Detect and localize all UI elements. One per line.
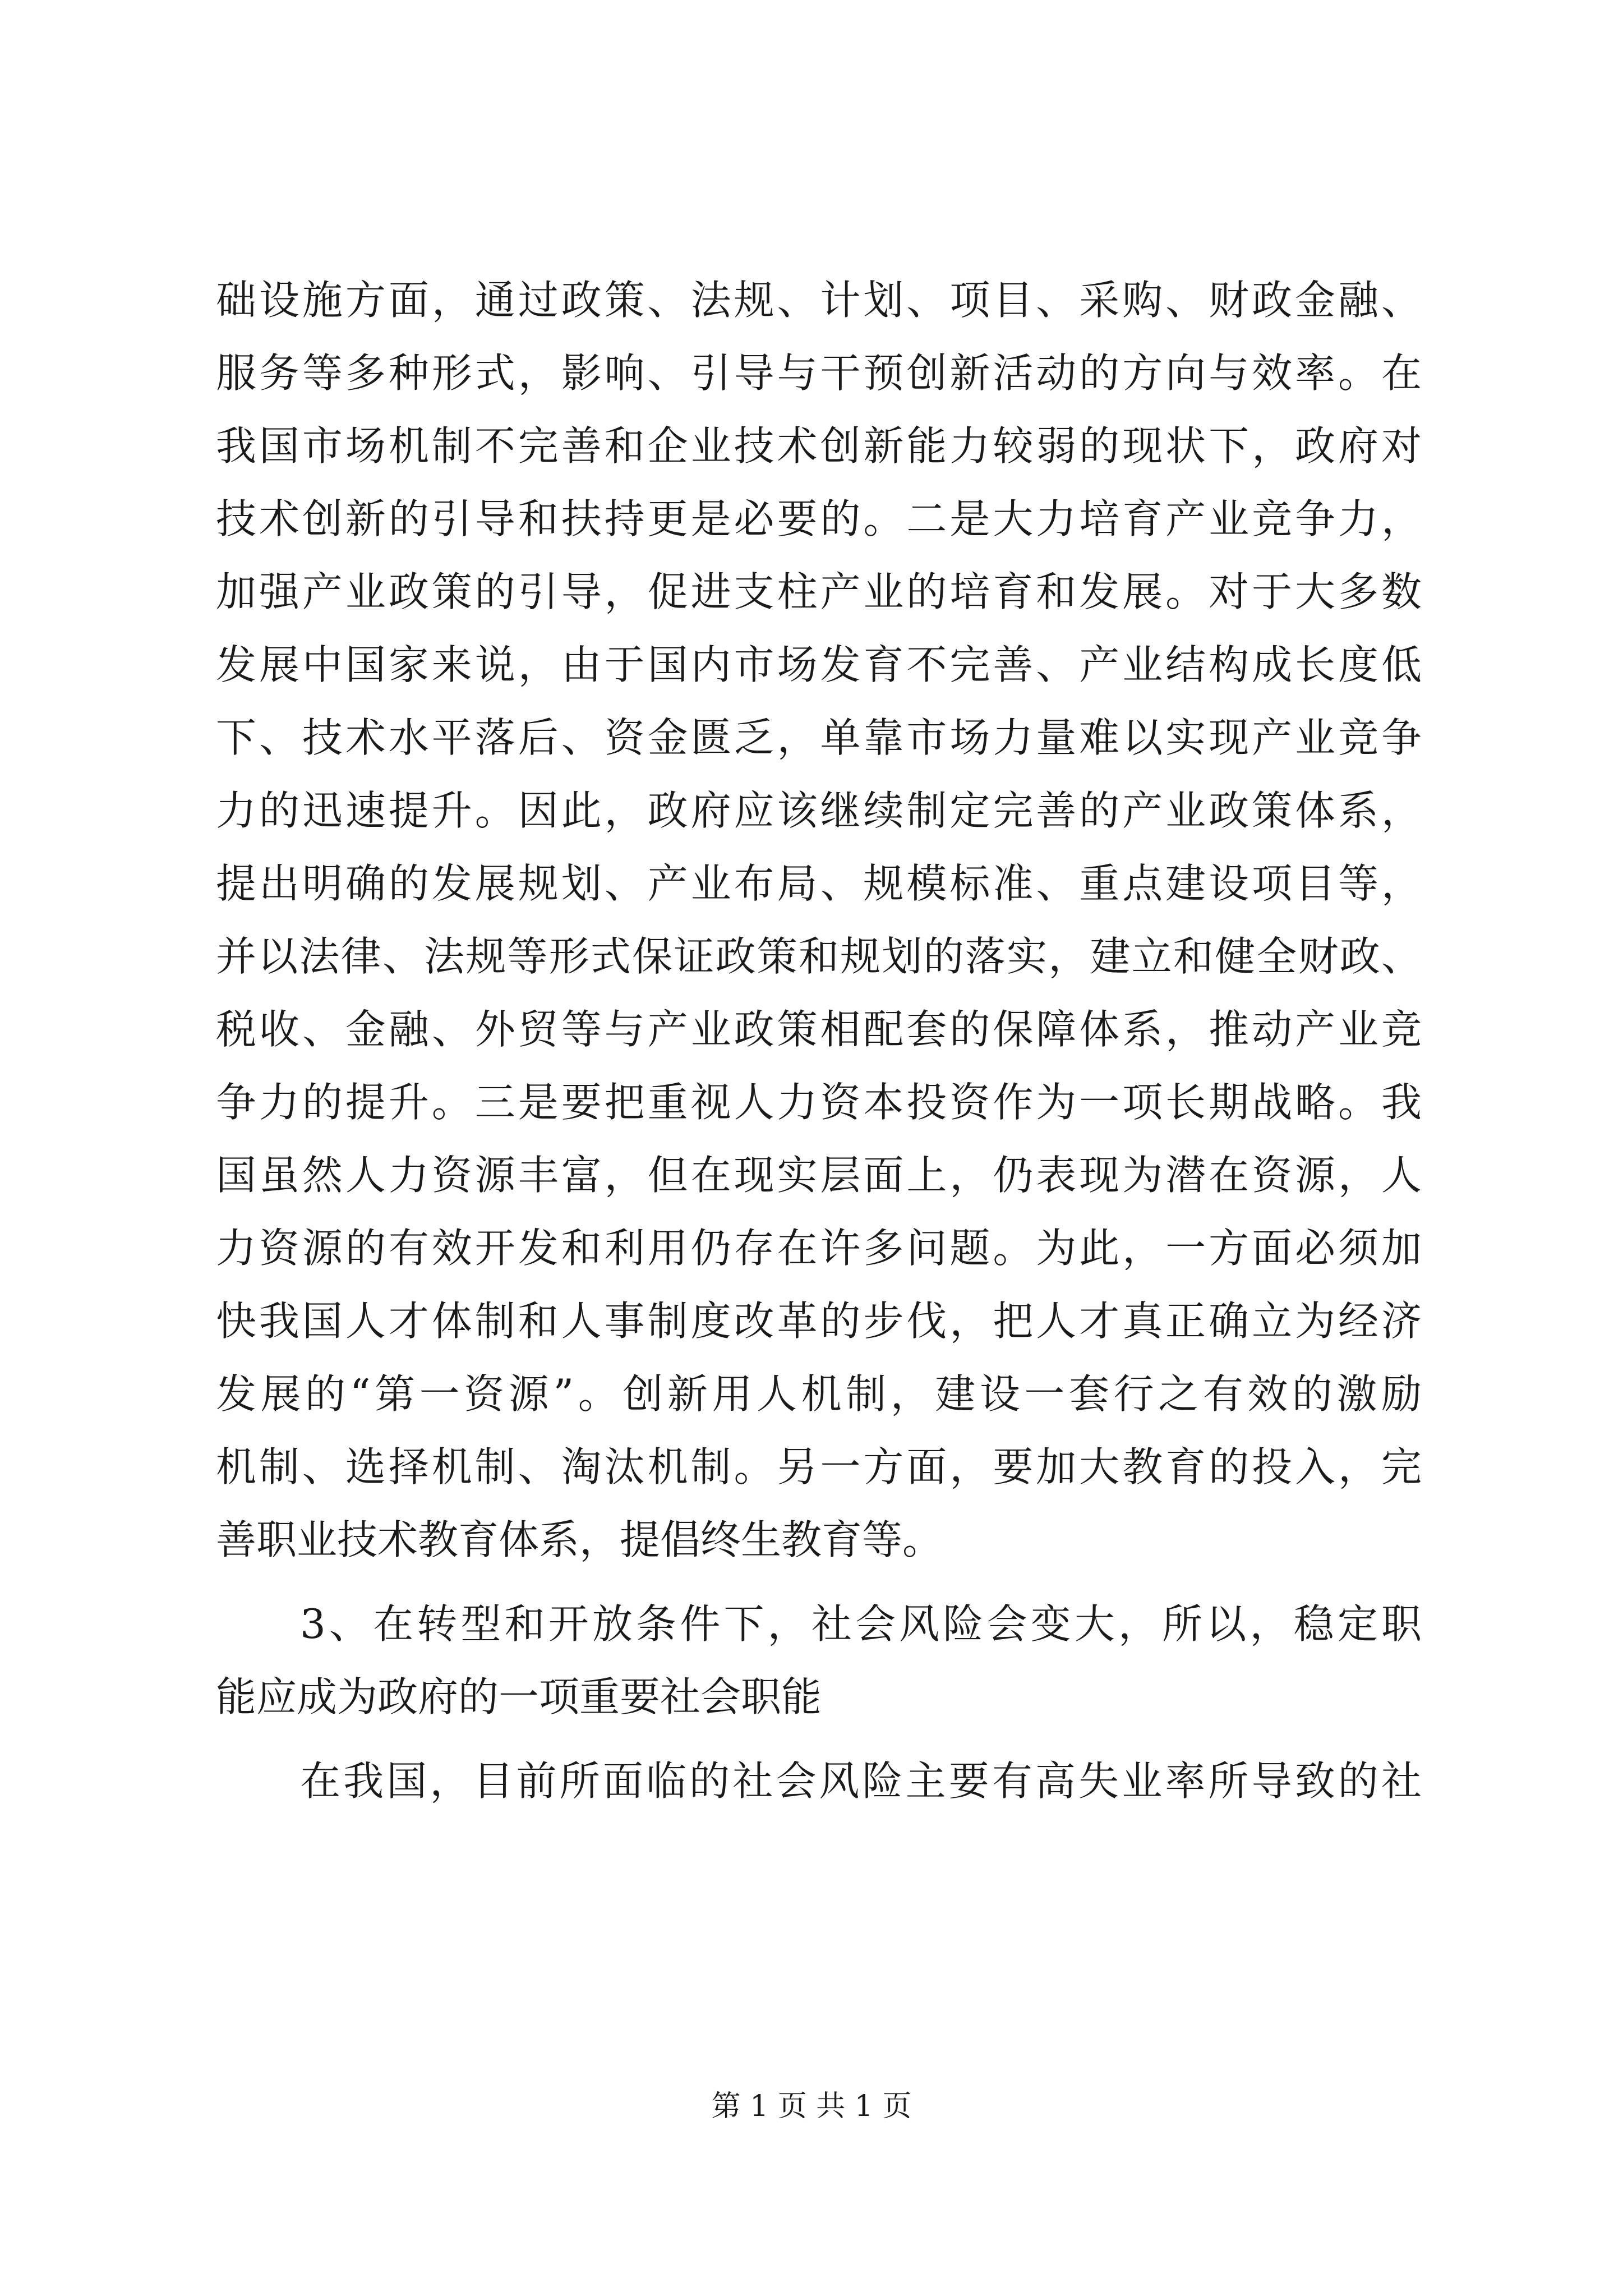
text-line: 在我国，目前所面临的社会风险主要有高失业率所导致的社: [300, 1757, 1422, 1805]
text-line: 发展的“第一资源”。创新用人机制，建设一套行之有效的激励: [216, 1370, 1422, 1418]
text-line: 善职业技术教育体系，提倡终生教育等。: [216, 1516, 943, 1563]
text-line: 力资源的有效开发和利用仍存在许多问题。为此，一方面必须加: [216, 1225, 1422, 1272]
text-line: 国虽然人力资源丰富，但在现实层面上，仍表现为潜在资源，人: [216, 1152, 1422, 1199]
text-line: 础设施方面，通过政策、法规、计划、项目、采购、财政金融、: [216, 277, 1422, 324]
text-line: 下、技术水平落后、资金匮乏，单靠市场力量难以实现产业竞争: [216, 714, 1422, 761]
section-heading-line: 3、在转型和开放条件下，社会风险会变大，所以，稳定职: [300, 1600, 1422, 1648]
text-line: 服务等多种形式，影响、引导与干预创新活动的方向与效率。在: [216, 349, 1422, 397]
text-line: 发展中国家来说，由于国内市场发育不完善、产业结构成长度低: [216, 641, 1422, 688]
text-line: 我国市场机制不完善和企业技术创新能力较弱的现状下，政府对: [216, 422, 1422, 470]
text-line: 快我国人才体制和人事制度改革的步伐，把人才真正确立为经济: [216, 1297, 1422, 1345]
text-line: 加强产业政策的引导，促进支柱产业的培育和发展。对于大多数: [216, 568, 1422, 615]
page-number-footer: 第 1 页 共 1 页: [711, 2090, 912, 2123]
section-heading-line: 能应成为政府的一项重要社会职能: [216, 1673, 822, 1720]
text-line: 并以法律、法规等形式保证政策和规划的落实，建立和健全财政、: [216, 933, 1422, 980]
text-line: 机制、选择机制、淘汰机制。另一方面，要加大教育的投入，完: [216, 1443, 1422, 1490]
text-line: 技术创新的引导和扶持更是必要的。二是大力培育产业竞争力，: [216, 495, 1422, 542]
text-line: 税收、金融、外贸等与产业政策相配套的保障体系，推动产业竞: [216, 1006, 1422, 1053]
text-line: 力的迅速提升。因此，政府应该继续制定完善的产业政策体系，: [216, 787, 1422, 834]
text-line: 争力的提升。三是要把重视人力资本投资作为一项长期战略。我: [216, 1079, 1422, 1126]
text-line: 提出明确的发展规划、产业布局、规模标准、重点建设项目等，: [216, 860, 1422, 907]
